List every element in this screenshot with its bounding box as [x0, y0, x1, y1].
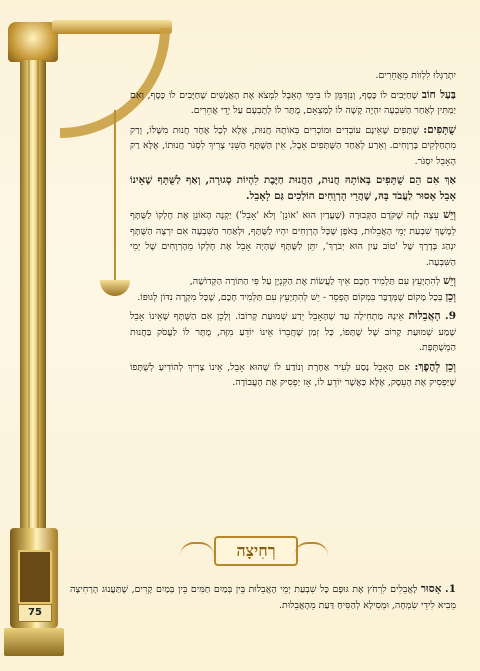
paragraph-number: 9.	[445, 310, 456, 322]
pillar-plinth-ornament	[4, 628, 64, 656]
paragraph-term: וְכֵן לְהֶפֶךְ:	[414, 360, 456, 373]
pillar-base-panel	[18, 550, 52, 604]
paragraph-term: וְיֵשׁ	[443, 275, 456, 287]
paragraph-text: לְהִתְיָעֵץ עִם תַּלְמִיד חָכָם אֵיךְ לַעֲשׂוֹת אֶת הַקִּנְיָן עַל פִּי הַתּוֹרָה הַקְּדוֹשָׁה,	[189, 276, 444, 287]
paragraph-number: 1.	[445, 583, 456, 595]
paragraph-text: בְּכָל מָקוֹם שֶׁמְּדֻבָּר בִּמְקוֹם הֶפְסֵד - יֵשׁ לְהִתְיָעֵץ עִם תַּלְמִיד חָכָם, שֶׁכָּל מִקְרֶה נִדּוֹן לְגוּפוֹ.	[137, 291, 446, 303]
paragraph	[130, 290, 456, 306]
paragraph	[130, 309, 456, 356]
paragraph-text: שֻׁתָּפִים שֶׁאֵינָם עוֹבְדִים וּמוֹכְרִים בְּאוֹתָהּ חֲנוּת, אֶלָּא לְכָל אֶחָד חֲנוּת מִשֶּׁלּוֹ, וְרַק מִתְחַלְּקִים בָּרְוָחִים. וְאֵרַע לְאַחַד הַשֻּׁתָּפִים אֵבֶל, אֵין הַשֻּׁתָּף הַשֵּׁנִי צָרִיךְ לִסְגֹּר חֲנוּתוֹ, אֶלָּא רַק הָאָבֵל יִסְגֹּר.	[130, 124, 456, 167]
pillar-flute	[28, 60, 30, 530]
paragraph-text: אֵינָהּ מַתְחִילָה עַד שֶׁהָאָבֵל יֵדַע שְׁמוּעַת קְרוֹבוֹ. וְלָכֵן אִם הַשֻּׁתָּף שֶׁאֵינוֹ אָבֵל שָׁמַע שְׁמוּעַת קָרוֹב שֶׁל שֻׁתָּפוֹ, כָּל זְמַן שֶׁחֲבֵרוֹ אֵינוֹ יוֹדֵעַ מִזֶּה, מֻתָּר לוֹ לַעֲסֹק בַּחֲנוּת הַמְשֻׁתֶּפֶת.	[130, 311, 456, 353]
hanging-lamp-ornament	[100, 280, 130, 296]
paragraph-term: אָסוּר	[420, 583, 442, 595]
paragraph	[130, 123, 456, 170]
section-heading: רְחִיצָה	[214, 536, 298, 566]
page-number: 75	[18, 604, 52, 622]
paragraph-term: וְיֵשׁ	[443, 209, 456, 221]
paragraph-term: שֻׁתָּפִים:	[423, 123, 456, 136]
pillar-flute	[37, 60, 39, 530]
paragraph	[130, 208, 456, 270]
paragraph-text: עֵצָה לָזֶה שֶׁקֹּדֶם הַקְּבוּרָה (שֶׁעֲדַיִן הוּא 'אוֹנֵן' וְלֹא 'אָבֵל') יַקְנֶה הָאוֹנֵן אֶת חֶלְקוֹ לַשֻּׁתָּף לְמֶשֶׁךְ שִׁבְעַת יְמֵי הָאֲבֵלוּת, בְּאֹפֶן שֶׁכָּל הָרְוָחִים יִהְיוּ לַשֻּׁתָּף, וּלְאַחַר הַשִּׁבְעָה אִם יִרְצֶה הַשֻּׁתָּף יִנְהַג בְּדֶרֶךְ שֶׁל 'טוֹב עַיִן הוּא יְבֹרָךְ', יִתֵּן לַשֻּׁתָּף שֶׁהָיָה אָבֵל אֶת חֶלְקוֹ מֵהָרְוָחִים שֶׁל יְמֵי הַשִּׁבְעָה.	[130, 210, 456, 268]
paragraph	[130, 274, 456, 290]
pillar-shaft-ornament	[20, 60, 46, 530]
paragraph-text: שֶׁחַיָּבִים לוֹ כֶּסֶף, וְנִזְדַּמֵּן לוֹ בִּימֵי הָאֵבֶל לִמְצֹא אֶת הָאֲנָשִׁים שֶׁחַיָּבִים לוֹ כֶּסֶף, וְאִם יַמְתִּין לְאַחַר הַשִּׁבְעָה יִהְיֶה קָשֶׁה לוֹ לְמָצְאָם, מֻתָּר לוֹ לְתָבְעָם עַל יְדֵי אֲחֵרִים.	[130, 89, 456, 116]
paragraph-term: הָאֲבֵלוּת	[408, 310, 441, 322]
paragraph-term: בַּעַל חוֹב	[421, 88, 456, 101]
paragraph-text: לָאֲבֵלִים לִרְחֹץ אֶת גּוּפָם כָּל שִׁבְעַת יְמֵי הָאֲבֵלוּת בֵּין בְּמַיִם חַמִּים בֵּין בְּמַיִם קָרִים, שֶׁתַּעֲנוּג הָרְחִיצָה מֵבִיא לִידֵי שִׂמְחָה, וּמְסִילָא לְהַסִּיחַ דַּעַת מֵהָאֲבֵלוּת.	[70, 584, 456, 611]
banner-curl-ornament	[180, 542, 214, 558]
paragraph	[130, 360, 456, 391]
text-line: יִתְרַגְּלוּ לִלְווֹת מֵאֲחֵרִים.	[375, 70, 456, 81]
lamp-chain-ornament	[114, 110, 116, 280]
section-heading-banner	[180, 532, 328, 566]
banner-curl-ornament	[294, 542, 328, 558]
paragraph-text: אִם הָאָבֵל נָסַע לְעִיר אַחֶרֶת וְנוֹדַע לוֹ שֶׁהוּא אָבֵל, אֵינוֹ צָרִיךְ לְהוֹדִיעַ לְשֻׁתָּפוֹ שֶׁיַּפְסִיק אֶת הָעֵסֶק, אֶלָּא כַּאֲשֶׁר יוֹדֵעַ לוֹ, אָז יַפְסִיק אֶת הָעֲבוֹדָה.	[130, 361, 456, 388]
pillar-capital-ornament	[8, 22, 58, 62]
paragraph-term: וְכֵן	[445, 290, 456, 303]
bottom-paragraph	[70, 582, 456, 613]
paragraph	[130, 68, 456, 84]
emphasized-paragraph: אַךְ אִם הֵם שֻׁתָּפִים בְּאוֹתָהּ חֲנוּת, הַחֲנוּת חַיֶּבֶת לִהְיוֹת סְגוּרָה, וְאַף לַשֻּׁתָּף שֶׁאֵינוֹ אָבֵל אָסוּר לַעֲבֹד בָּהּ, שֶׁהֲרֵי הָרְוָחִים הוֹלְכִים גַּם לָאָבֵל.	[130, 174, 456, 202]
paragraph	[130, 88, 456, 119]
main-text	[130, 68, 456, 395]
